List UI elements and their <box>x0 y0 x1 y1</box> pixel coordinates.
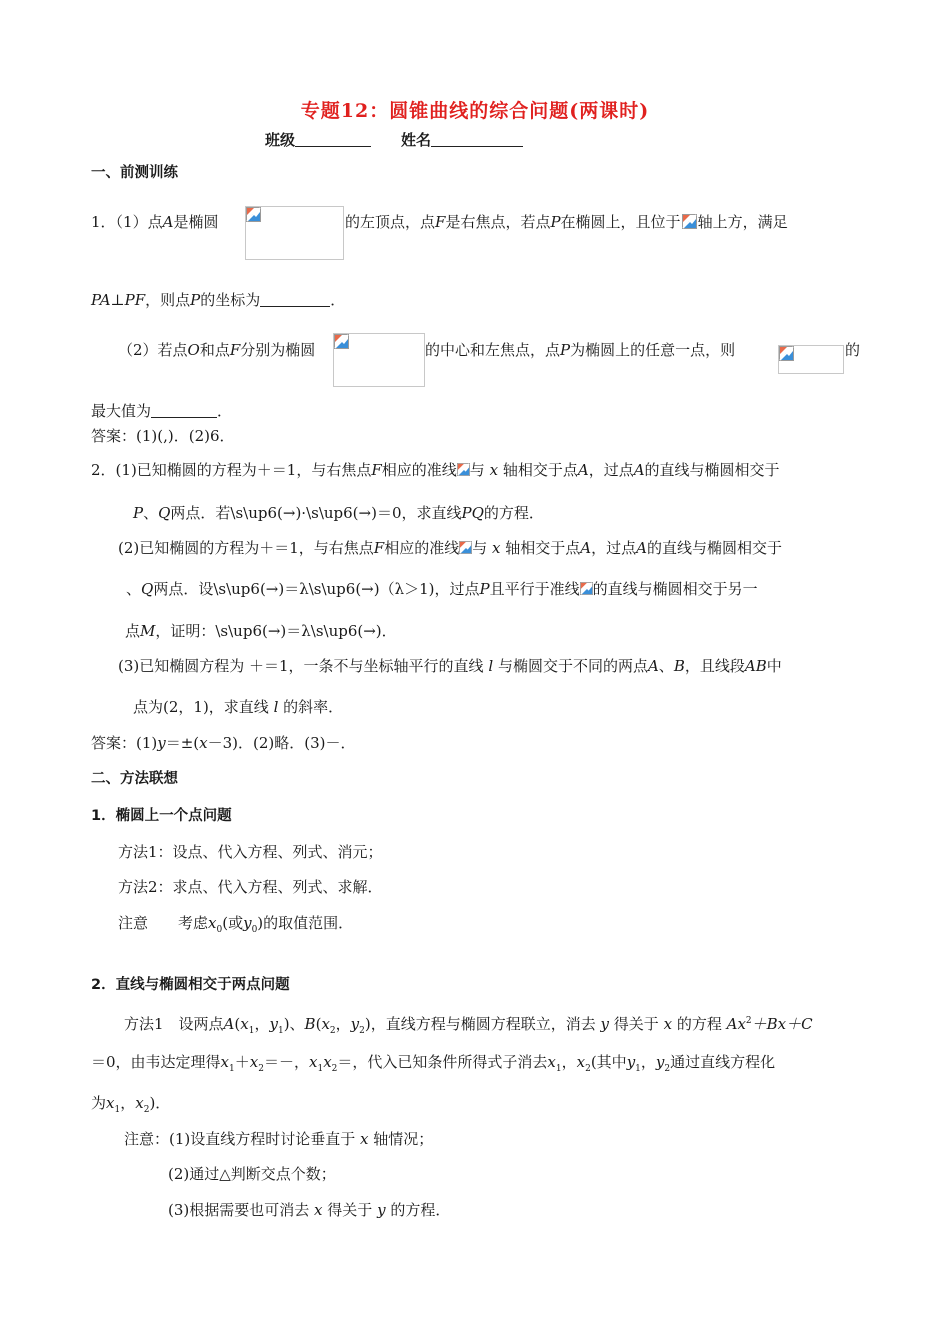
q2-line-2: P、Q两点．若\s\up6(→)·\s\up6(→)＝0，求直线PQ的方程． <box>133 504 544 522</box>
method1-line-2: 方法2：求点、代入方程、列式、求解． <box>118 878 383 896</box>
answer-2: 答案：(1)y＝±(x－3)．(2)略．(3)－． <box>91 734 356 752</box>
broken-image-icon <box>457 462 470 477</box>
formula-image-box <box>333 333 425 387</box>
q1-line-1b: 的左顶点，点F是右焦点，若点P在椭圆上，且位于 轴上方，满足 <box>345 213 788 231</box>
q12-line-1c: 的 <box>845 341 861 359</box>
section-heading-1: 一、前测训练 <box>91 165 178 181</box>
q2-line-4: 、Q两点．设\s\up6(→)＝λ\s\up6(→)（λ＞1)，过点P且平行于准线 的直线与椭圆相交于另一 <box>126 580 758 598</box>
broken-image-icon <box>246 207 261 222</box>
formula-image-box <box>778 345 844 374</box>
class-label: 班级 <box>265 131 296 149</box>
q2-line-6: (3)已知椭圆方程为 ＋＝1，一条不与坐标轴平行的直线 l 与椭圆交于不同的两点A、B，且线段AB中 <box>118 657 782 675</box>
method-heading-2: 2．直线与椭圆相交于两点问题 <box>91 977 290 993</box>
q1-line-1: 1．（1）点A是椭圆 <box>91 213 219 231</box>
broken-image-icon <box>334 334 349 349</box>
note-line-3: (3)根据需要也可消去 x 得关于 y 的方程． <box>168 1201 451 1219</box>
q12-line-1: （2）若点O和点F分别为椭圆 <box>118 341 316 359</box>
method2-line-1: 方法1 设两点$A(x_1$，$y_1$)、$B(x_2$，$y_2$)，直线方程与椭圆方程联立，消去 y 得关于 x 的方程 $Ax^2+Bx+C$ <box>124 1015 813 1036</box>
q1-line-2: PA⊥PF，则点P的坐标为 ． <box>91 291 346 309</box>
broken-image-icon <box>682 214 697 229</box>
method1-line-1: 方法1：设点、代入方程、列式、消元； <box>118 843 383 861</box>
q12-line-2: 最大值为 ． <box>91 402 233 420</box>
broken-image-icon <box>779 346 794 361</box>
formula-image-box <box>245 206 344 260</box>
note-line-2: (2)通过△判断交点个数； <box>168 1165 336 1183</box>
q2-line-1: 2．(1)已知椭圆的方程为＋＝1，与右焦点F相应的准线 与 x 轴相交于点A，过点A的直线与椭圆相交于 <box>91 461 780 479</box>
q12-line-1b: 的中心和左焦点，点P为椭圆上的任意一点，则 <box>425 341 736 359</box>
q2-line-3: (2)已知椭圆的方程为＋＝1，与右焦点F相应的准线 与 x 轴相交于点A，过点A的直线与椭圆相交于 <box>118 539 783 557</box>
broken-image-icon <box>580 581 593 596</box>
broken-image-icon <box>459 540 472 555</box>
name-blank[interactable] <box>431 131 523 147</box>
method2-line-3: 为$x_1$，$x_2$)． <box>91 1094 171 1115</box>
answer-blank[interactable] <box>151 403 217 418</box>
answer-1: 答案：(1)(,)．(2)6． <box>91 427 235 445</box>
q2-line-5: 点M，证明：\s\up6(→)＝λ\s\up6(→)． <box>125 622 397 640</box>
q2-line-7: 点为(2，1)，求直线 l 的斜率． <box>133 698 344 716</box>
method-heading-1: 1．椭圆上一个点问题 <box>91 808 232 824</box>
section-heading-2: 二、方法联想 <box>91 771 178 787</box>
name-label: 姓名 <box>401 131 432 149</box>
class-blank[interactable] <box>295 131 371 147</box>
note-line-1: 注意：(1)设直线方程时讨论垂直于 x 轴情况； <box>124 1130 434 1148</box>
header-fields <box>265 130 523 150</box>
method1-line-3: 注意 考虑$x_0$(或$y_0$)的取值范围． <box>118 914 354 935</box>
answer-blank[interactable] <box>260 292 330 307</box>
method2-line-2: ＝0，由韦达定理得$x_1+x_2=-$，$x_1x_2=$，代入已知条件所得式子消去$x_1$，$x_2$(其中$y_1$，$y_2$通过直线方程化 <box>91 1053 776 1074</box>
page-title: 专题12：圆锥曲线的综合问题(两课时) <box>300 100 650 122</box>
